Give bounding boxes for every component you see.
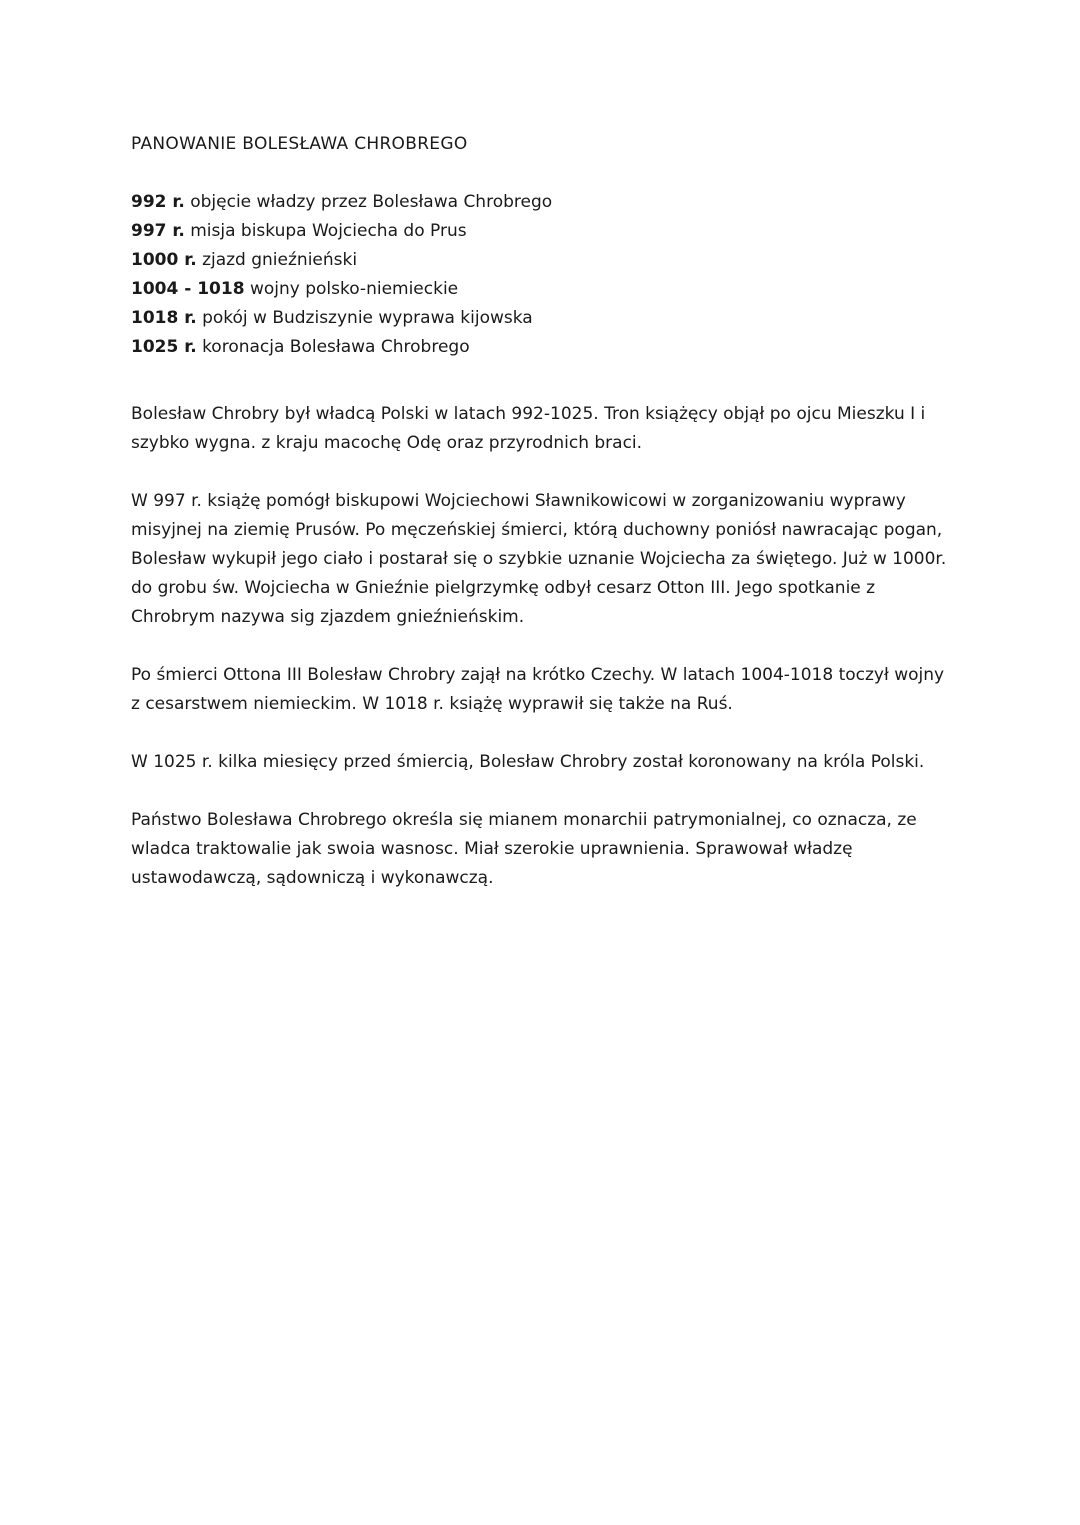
paragraph-wojciech: W 997 r. książę pomógł biskupowi Wojciechowi Sławnikowicowi w zorganizowaniu wyprawy misyjnej na ziemię Prusów. Po męczeńskiej śmierci, którą duchowny poniósł nawracając pogan, Bolesław wykupił jego ciało i postarał się o szybkie uznanie Wojciecha za świętego. Już w 1000r. do grobu św. Wojciecha w Gnieźnie pielgrzymkę odbył cesarz Otton III. Jego spotkanie z Chrobrym nazywa sig zjazdem gnieźnieńskim. [131,491,947,627]
document-title: PANOWANIE BOLESŁAWA CHROBREGO [131,134,468,154]
timeline-item [131,246,951,275]
timeline-item [131,188,951,217]
paragraph-state: Państwo Bolesława Chrobrego określa się mianem monarchii patrymonialnej, co oznacza, ze wladca traktowalie jak swoia wasnosc. Miał szerokie uprawnienia. Sprawował władzę ustawodawczą, sądowniczą i wykonawczą. [131,810,917,888]
timeline-date: 1004 - 1018 [131,279,245,299]
timeline-event: koronacja Bolesława Chrobrego [202,337,470,357]
timeline-item [131,217,951,246]
timeline-event: zjazd gnieźnieński [202,250,358,270]
timeline-event: wojny polsko-niemieckie [249,279,459,299]
timeline-date: 1018 r. [131,308,197,328]
timeline-date: 997 r. [131,221,185,241]
timeline-event: pokój w Budziszynie wyprawa kijowska [202,308,533,328]
paragraph-wars: Po śmierci Ottona III Bolesław Chrobry zajął na krótko Czechy. W latach 1004-1018 toczył wojny z cesarstwem niemieckim. W 1018 r. książę wyprawił się także na Ruś. [131,665,945,714]
paragraph-coronation: W 1025 r. kilka miesięcy przed śmiercią, Bolesław Chrobry został koronowany na króla Polski. [131,752,925,772]
timeline-event: objęcie władzy przez Bolesława Chrobrego [190,192,553,212]
timeline-item [131,304,951,333]
paragraph-reign: Bolesław Chrobry był władcą Polski w latach 992-1025. Tron książęcy objął po ojcu Mieszku I i szybko wygna. z kraju macochę Odę oraz przyrodnich braci. [131,404,926,453]
timeline-list [131,188,951,362]
document-page [131,134,951,922]
timeline-date: 1000 r. [131,250,197,270]
timeline-item [131,333,951,362]
timeline-date: 1025 r. [131,337,197,357]
timeline-item [131,275,951,304]
timeline-event: misja biskupa Wojciecha do Prus [190,221,467,241]
timeline-date: 992 r. [131,192,185,212]
